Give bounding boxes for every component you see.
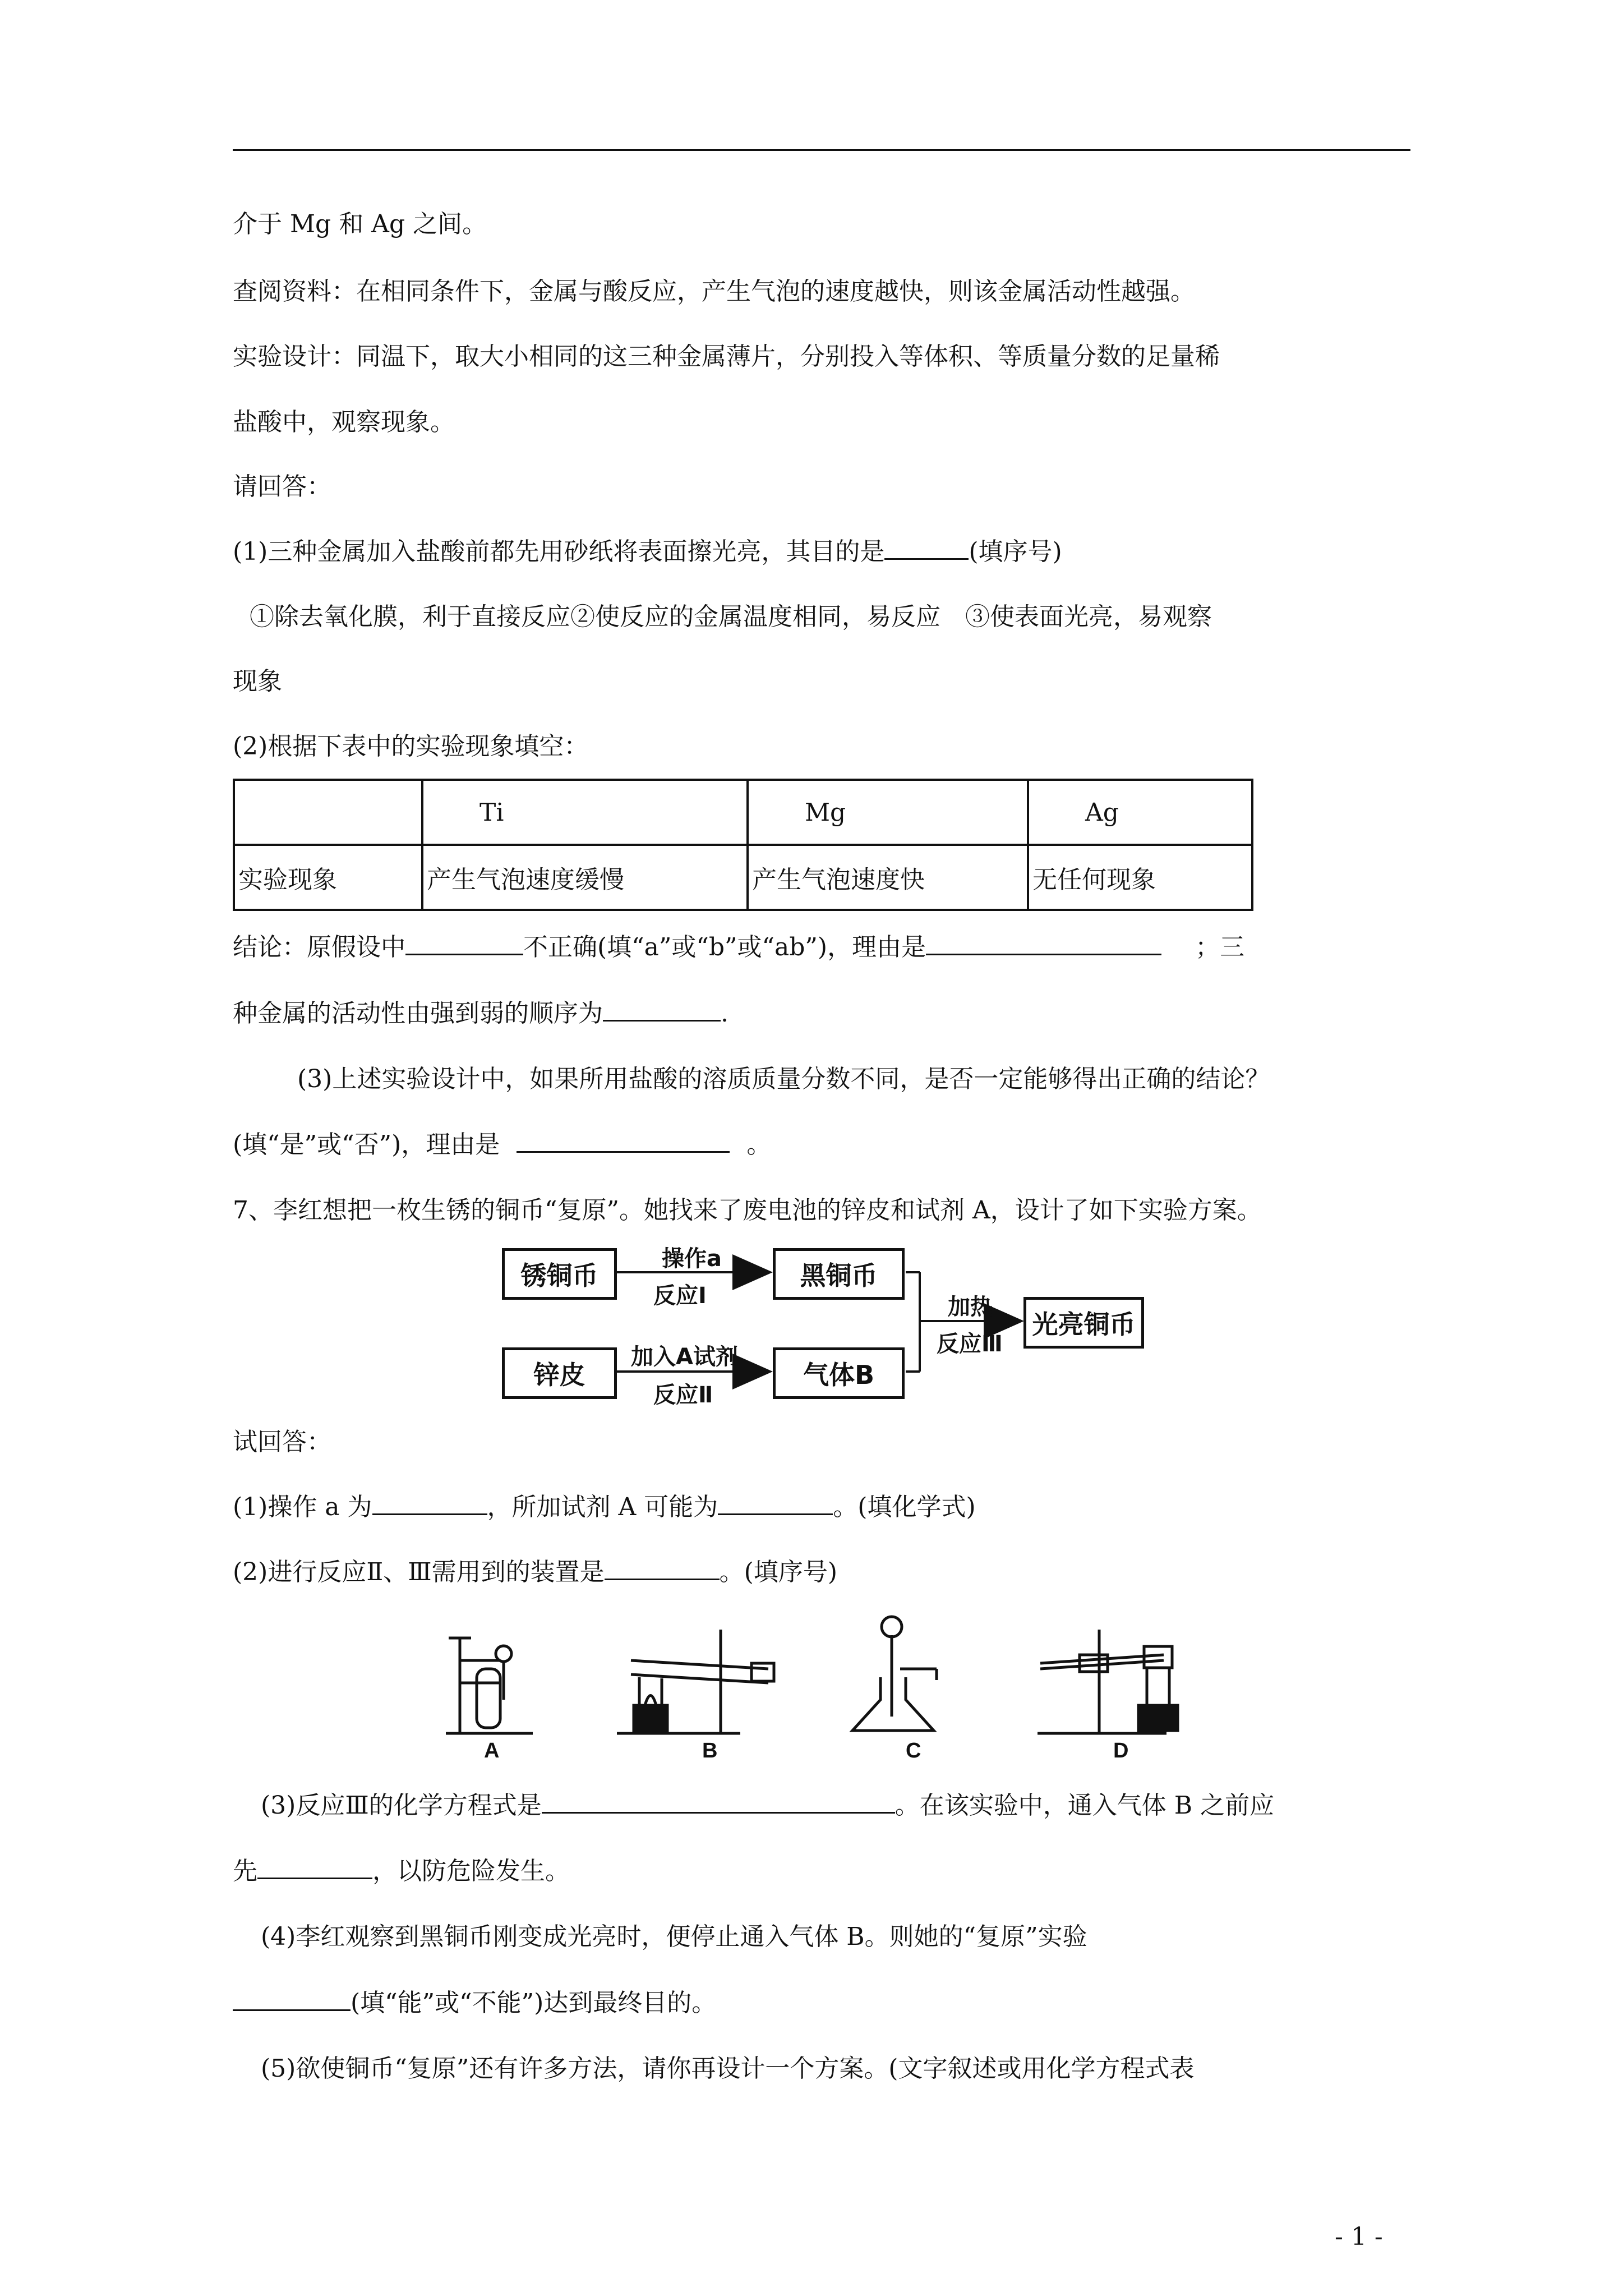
black-coin-box: 黑铜币 [773,1248,905,1300]
flow-label: 加入A试剂 [631,1344,738,1370]
bright-coin-box: 光亮铜币 [1023,1297,1144,1349]
table-cell: 无任何现象 [1028,845,1252,910]
answer-blank[interactable] [233,1987,351,2011]
answer-blank[interactable] [257,1855,372,1879]
question-3-cont: (填“是”或“否”)，理由是 。 [233,1129,771,1161]
text-line: 盐酸中，观察现象。 [233,408,455,436]
sub-question-1: (1)操作 a 为 ，所加试剂 A 可能为 。(填化学式) [233,1491,976,1523]
table-cell: Mg [748,780,1028,845]
table-cell: 产生气泡速度缓慢 [422,845,748,910]
text-line: 介于 Mg 和 Ag 之间。 [233,210,487,238]
apparatus-label-b: B [702,1739,718,1763]
sub-question-2: (2)进行反应Ⅱ、Ⅲ需用到的装置是 。(填序号) [233,1556,837,1588]
sub-question-5: (5)欲使铜币“复原”还有许多方法，请你再设计一个方案。(文字叙述或用化学方程式表 [261,2054,1195,2083]
flow-label: 反应Ⅱ [653,1382,713,1408]
rusty-coin-box: 锈铜币 [502,1248,617,1300]
apparatus-b [617,1630,774,1733]
sub-question-3: (3)反应Ⅲ的化学方程式是 。在该实验中，通入气体 B 之前应 [261,1789,1274,1821]
sub-question-4: (4)李红观察到黑铜币刚变成光亮时，便停止通入气体 B。则她的“复原”实验 [261,1922,1087,1951]
text-line: 查阅资料：在相同条件下，金属与酸反应，产生气泡的速度越快，则该金属活动性越强。 [233,277,1195,306]
conclusion-line-2: 种金属的活动性由强到弱的顺序为 . [233,997,728,1029]
apparatus-d [1038,1630,1178,1733]
text-line: 实验设计：同温下，取大小相同的这三种金属薄片，分别投入等体积、等质量分数的足量稀 [233,342,1220,371]
sub-question-4-cont: (填“能”或“不能”)达到最终目的。 [233,1987,716,2019]
question-2: (2)根据下表中的实验现象填空： [233,732,589,761]
answer-blank[interactable] [542,1789,895,1814]
question-7: 7、李红想把一枚生锈的铜币“复原”。她找来了废电池的锌皮和试剂 A，设计了如下实验方案。 [233,1196,1262,1225]
table-cell: Ag [1028,780,1252,845]
table-cell: 实验现象 [234,845,422,910]
apparatus-c [852,1617,937,1731]
apparatus-label-a: A [484,1739,500,1763]
flow-label: 操作a [662,1246,722,1272]
question-1-options: ①除去氧化膜，利于直接反应②使反应的金属温度相同，易反应 ③使表面光亮，易观察 [250,602,1212,631]
question-1-options-cont: 现象 [233,667,282,696]
question-3: (3)上述实验设计中，如果所用盐酸的溶质质量分数不同，是否一定能够得出正确的结论？ [297,1065,1270,1093]
apparatus-label-d: D [1113,1739,1129,1763]
flow-label: 加热 [948,1294,993,1320]
apparatus-a [446,1638,533,1733]
flow-label: 反应Ⅰ [653,1283,707,1309]
question-1: (1)三种金属加入盐酸前都先用砂纸将表面擦光亮，其目的是 (填序号) [233,536,1062,568]
text-line: 请回答： [233,472,331,501]
conclusion-line: 结论：原假设中 不正确(填“a”或“b”或“ab”)，理由是 ；三 [233,931,1244,963]
gas-b-box: 气体B [773,1347,905,1399]
sub-question-3-cont: 先 ，以防危险发生。 [233,1855,570,1887]
table-cell: 产生气泡速度快 [748,845,1028,910]
flow-label: 反应Ⅲ [937,1331,1003,1357]
page-number: - 1 - [1335,2223,1383,2251]
zinc-box: 锌皮 [502,1347,617,1399]
text-line: 试回答： [233,1428,331,1456]
table-cell: Ti [422,780,748,845]
apparatus-label-c: C [906,1739,921,1763]
